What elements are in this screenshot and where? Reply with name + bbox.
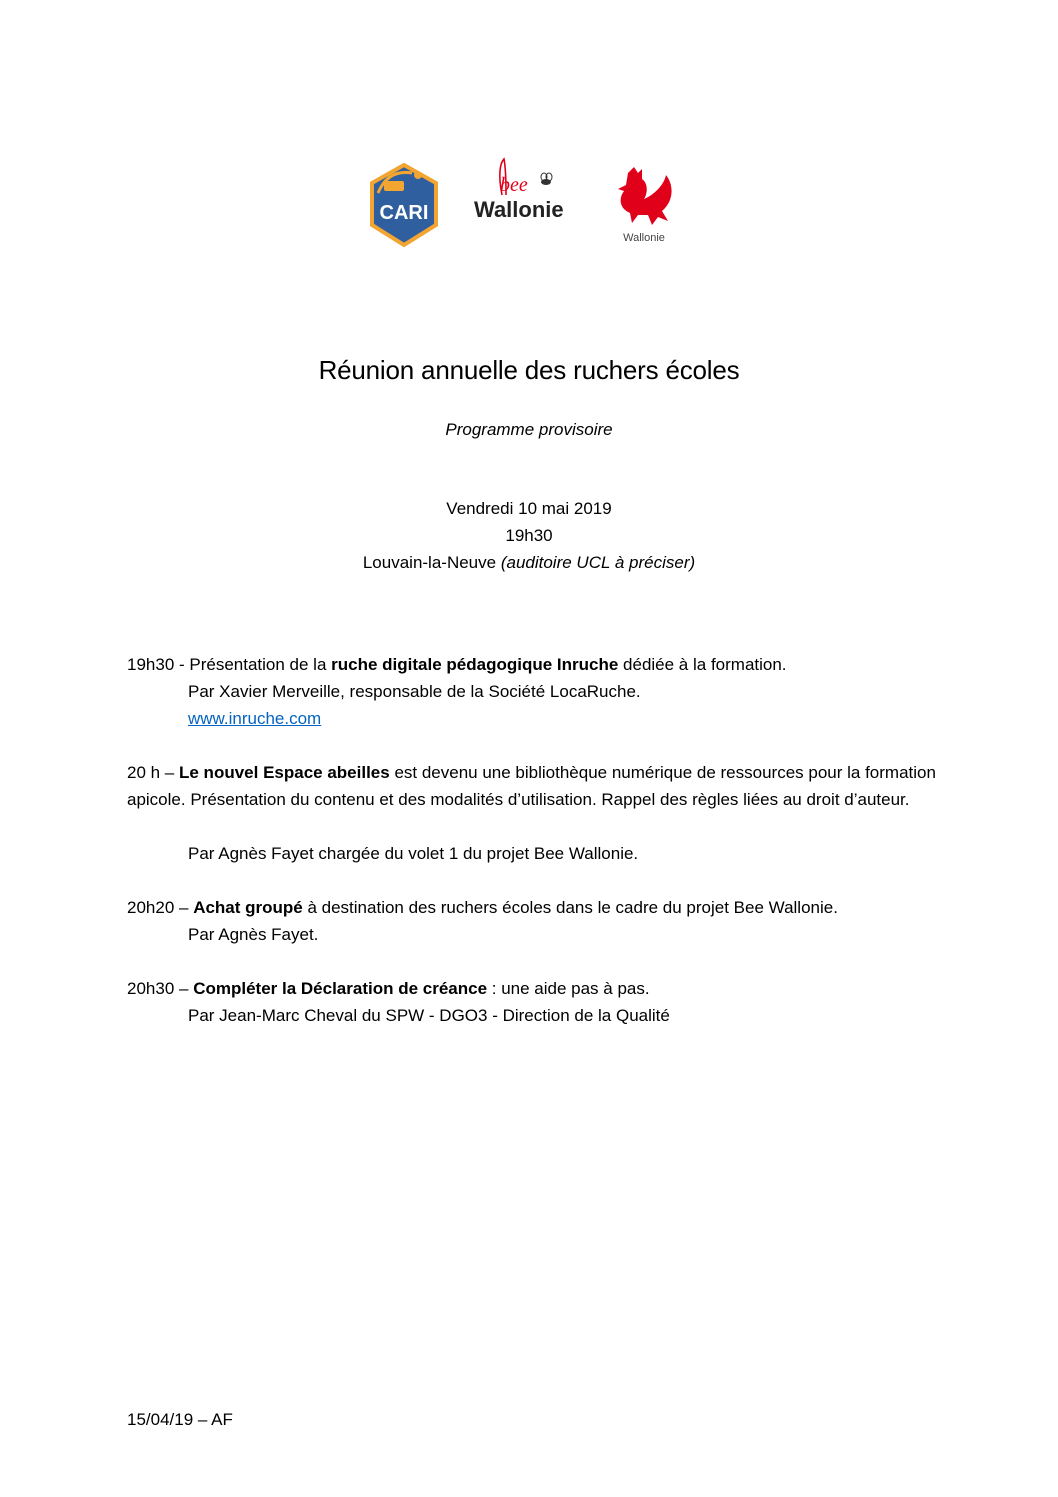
bee-wallonie-logo [470,155,574,225]
document-footer: 15/04/19 – AF [127,1410,233,1429]
program-item-link-line [127,705,947,732]
program-item-speaker: Par Agnès Fayet chargée du volet 1 du projet Bee Wallonie. [188,844,639,863]
program-item-highlight: ruche digitale pédagogique Inruche [331,655,619,674]
program-item-2030 [127,975,947,1029]
event-time: 19h30 [505,526,553,545]
program-item-suffix: : une aide pas à pas. [487,979,650,998]
program-item-highlight: Compléter la Déclaration de créance [193,979,488,998]
bee-icon [541,173,552,185]
event-place-note: (auditoire UCL à préciser) [500,553,696,572]
bee-logo-text: bee [500,174,528,196]
program-list [127,651,947,1029]
inruche-link[interactable]: www.inruche.com [188,709,322,728]
program-item-speaker: Par Jean-Marc Cheval du SPW - DGO3 - Direction de la Qualité [188,1006,670,1025]
program-item-prefix: 20 h – [127,763,179,782]
logo-strip [0,155,1058,250]
event-place: Louvain-la-Neuve [362,553,497,572]
program-item-text [127,975,947,1002]
program-item-2000 [127,759,947,867]
program-item-suffix: dédiée à la formation. [618,655,787,674]
cari-logo [368,163,440,247]
event-location [0,549,1058,576]
wallonie-logo-text: Wallonie [623,232,665,244]
cari-logo-text: CARI [379,202,429,224]
program-item-speaker: Par Agnès Fayet. [188,925,319,944]
wallonie-rooster-logo [608,165,680,245]
program-item-text [127,894,947,921]
event-info [0,495,1058,576]
event-date: Vendredi 10 mai 2019 [446,499,612,518]
program-item-prefix: 19h30 - Présentation de la [127,655,332,674]
program-item-highlight: Achat groupé [193,898,303,917]
program-item-suffix: à destination des ruchers écoles dans le cadre du projet Bee Wallonie. [302,898,838,917]
page-title: Réunion annuelle des ruchers écoles [318,355,740,385]
program-item-suffix: est devenu une bibliothèque numérique de ressources pour la formation apicole. Présentation du contenu et des modalités d’utilisation. Rappel des règles liées au droit d’auteur. [127,763,936,809]
program-item-1930 [127,651,947,732]
page-subtitle: Programme provisoire [445,420,613,439]
program-item-prefix: 20h30 – [127,979,194,998]
program-item-highlight: Le nouvel Espace abeilles [179,763,390,782]
program-item-prefix: 20h20 – [127,898,194,917]
rooster-icon [618,167,672,225]
bee-wallonie-logo-text: Wallonie [474,197,564,222]
program-item-text [127,651,947,678]
program-item-text [127,759,947,813]
program-item-speaker: Par Xavier Merveille, responsable de la Société LocaRuche. [188,682,641,701]
program-item-2020 [127,894,947,948]
